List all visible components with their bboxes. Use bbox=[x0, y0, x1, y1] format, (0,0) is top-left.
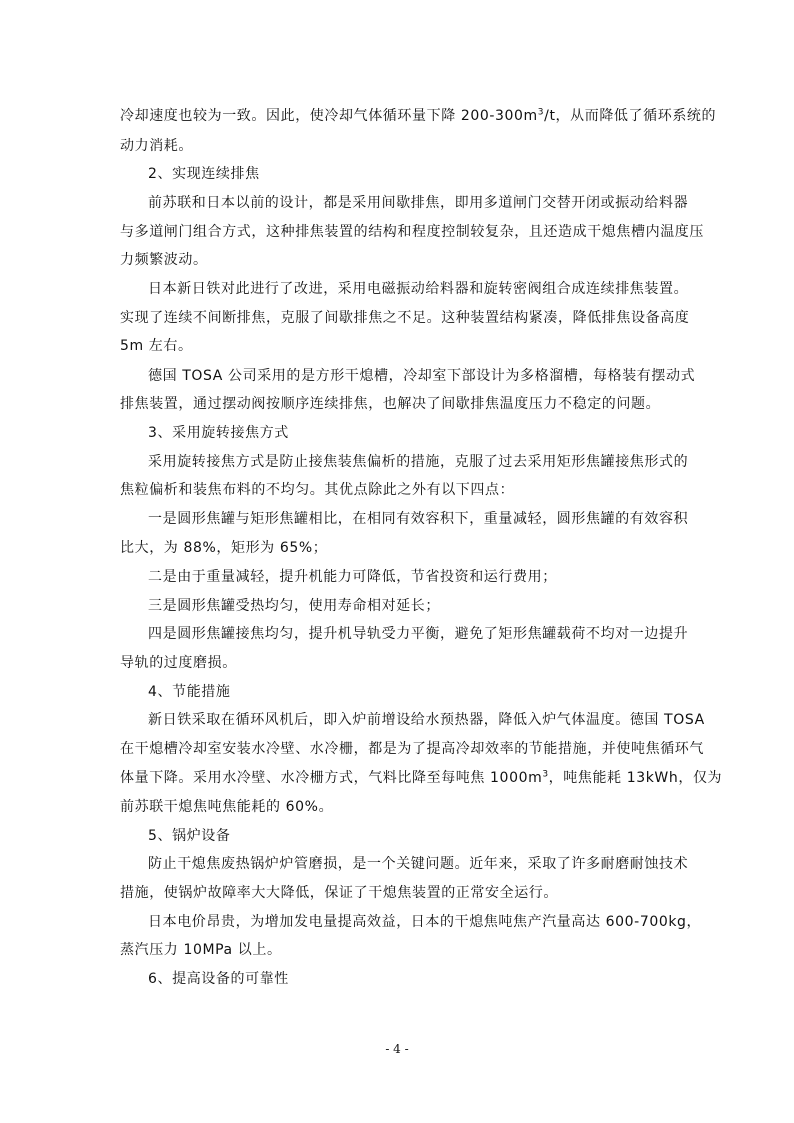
page-number: - 4 - bbox=[385, 1042, 409, 1056]
paragraph-line: 四是圆形焦罐接焦均匀，提升机导轨受力平衡，避免了矩形焦罐载荷不均对一边提升 bbox=[148, 626, 689, 642]
paragraph-line: 二是由于重量减轻，提升机能力可降低，节省投资和运行费用； bbox=[148, 569, 557, 585]
paragraph-line: 前苏联干熄焦吨焦能耗的 60%。 bbox=[120, 799, 334, 815]
paragraph-line: 措施，使锅炉故障率大大降低，保证了干熄焦装置的正常安全运行。 bbox=[120, 885, 558, 901]
paragraph-line: 蒸汽压力 10MPa 以上。 bbox=[120, 942, 282, 958]
paragraph-line: 采用旋转接焦方式是防止接焦装焦偏析的措施，克服了过去采用矩形焦罐接焦形式的 bbox=[148, 454, 689, 470]
paragraph-line: 日本电价昂贵，为增加发电量提高效益，日本的干熄焦吨焦产汽量高达 600-700kg， bbox=[148, 914, 702, 930]
paragraph-line: 实现了连续不间断排焦，克服了间歇排焦之不足。这种装置结构紧凑，降低排焦设备高度 bbox=[120, 310, 690, 326]
paragraph-line: 一是圆形焦罐与矩形焦罐相比，在相同有效容积下，重量减轻，圆形焦罐的有效容积 bbox=[148, 511, 689, 527]
paragraph-line: 导轨的过度磨损。 bbox=[120, 655, 237, 671]
paragraph-line: 比大，为 88%，矩形为 65%； bbox=[120, 540, 328, 556]
paragraph-line: 冷却速度也较为一致。因此，使冷却气体循环量下降 $200-300m^3/t$，从而降低了循环系统的 bbox=[120, 107, 717, 124]
paragraph-line: 防止干熄焦废热锅炉炉管磨损，是一个关键问题。近年来，采取了许多耐磨耐蚀技术 bbox=[148, 856, 689, 872]
section-heading: 4、节能措施 bbox=[148, 684, 231, 700]
section-heading: 3、采用旋转接焦方式 bbox=[148, 425, 289, 441]
paragraph-line: 在干熄槽冷却室安装水冷壁、水冷栅，都是为了提高冷却效率的节能措施，并使吨焦循环气 bbox=[120, 741, 704, 757]
paragraph-line: 与多道闸门组合方式，这种排焦装置的结构和程度控制较复杂，且还造成干熄焦槽内温度压 bbox=[120, 224, 704, 240]
paragraph-line: 三是圆形焦罐受热均匀，使用寿命相对延长； bbox=[148, 598, 440, 614]
paragraph-line: 体量下降。采用水冷壁、水冷栅方式，气料比降至每吨焦 $1000m^3$，吨焦能耗 13kWh，仅为 bbox=[120, 769, 723, 786]
paragraph-line: 日本新日铁对此进行了改进，采用电磁振动给料器和旋转密阀组合成连续排焦装置。 bbox=[148, 281, 689, 297]
section-heading: 6、提高设备的可靠性 bbox=[148, 971, 289, 987]
paragraph-line: 新日铁采取在循环风机后，即入炉前增设给水预热器，降低入炉气体温度。德国 TOSA bbox=[148, 712, 705, 728]
paragraph-line: 焦粒偏析和装焦布料的不均匀。其优点除此之外有以下四点： bbox=[120, 482, 515, 498]
paragraph-line: 力频繁波动。 bbox=[120, 252, 208, 268]
section-heading: 2、实现连续排焦 bbox=[148, 166, 260, 182]
section-heading: 5、锅炉设备 bbox=[148, 828, 231, 844]
paragraph-line: 动力消耗。 bbox=[120, 138, 193, 154]
paragraph-line: 5m 左右。 bbox=[120, 338, 193, 354]
paragraph-line: 前苏联和日本以前的设计，都是采用间歇排焦，即用多道闸门交替开闭或振动给料器 bbox=[148, 195, 689, 211]
paragraph-line: 排焦装置，通过摆动阀按顺序连续排焦，也解决了间歇排焦温度压力不稳定的问题。 bbox=[120, 396, 661, 412]
paragraph-line: 德国 TOSA 公司采用的是方形干熄槽，冷却室下部设计为多格溜槽，每格装有摆动式 bbox=[148, 368, 696, 384]
